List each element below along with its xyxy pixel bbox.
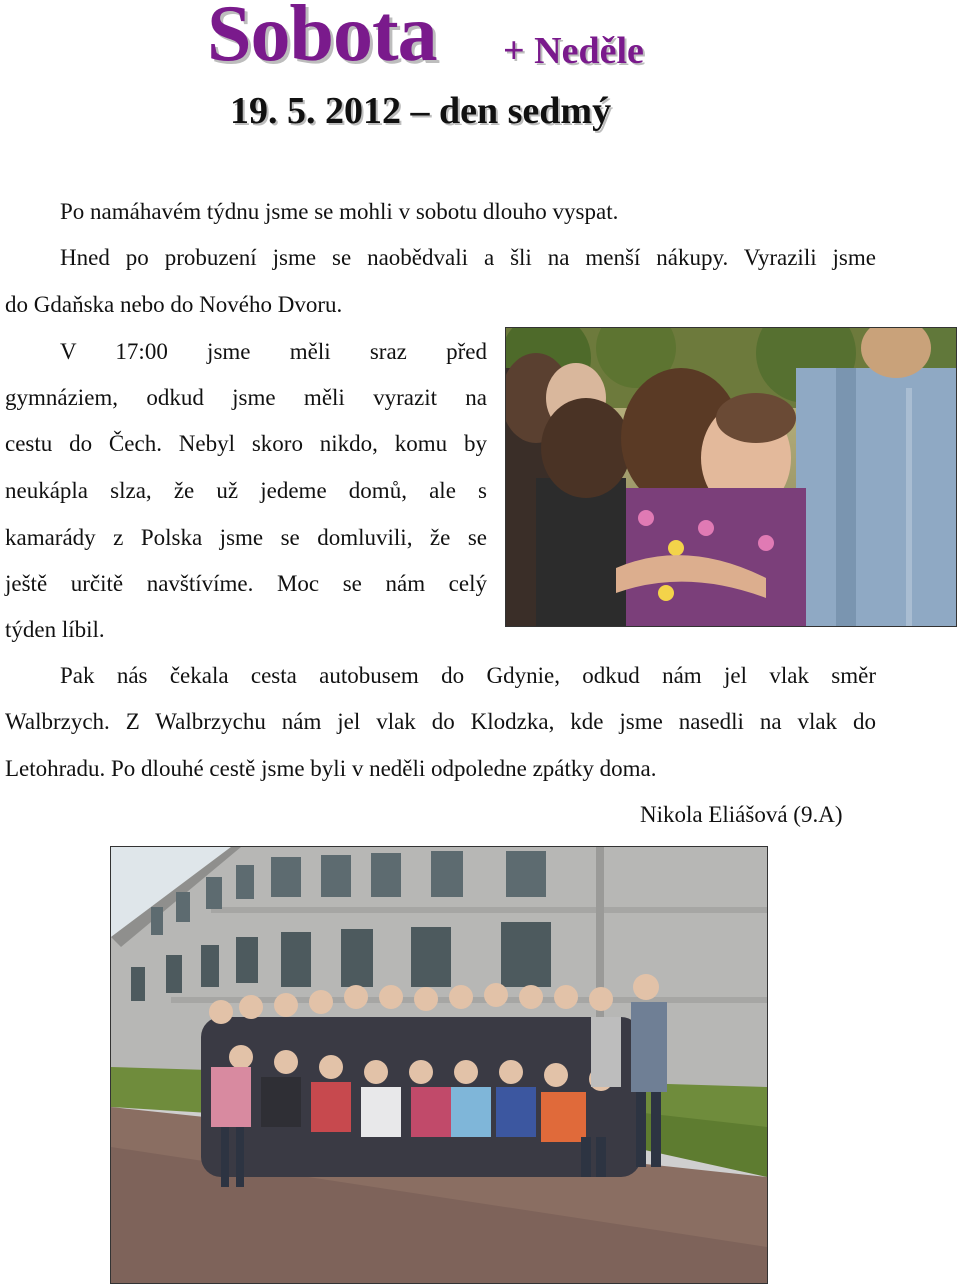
paragraph-line: V 17:00 jsme měli sraz před (60, 339, 487, 364)
hug-photo (505, 327, 957, 627)
paragraph-line: Hned po probuzení jsme se naobědvali a šli na menší nákupy. Vyrazili jsme (60, 245, 876, 270)
group-photo (110, 846, 768, 1284)
paragraph-line: cestu do Čech. Nebyl skoro nikdo, komu by (5, 431, 487, 456)
paragraph-line: Pak nás čekala cesta autobusem do Gdynie, odkud nám jel vlak směr (60, 663, 876, 688)
paragraph-line: do Gdaňska nebo do Nového Dvoru. (5, 292, 343, 317)
date-heading: 19. 5. 2012 – den sedmý (230, 90, 612, 132)
paragraph-line: Letohradu. Po dlouhé cestě jsme byli v neděli odpoledne zpátky doma. (5, 756, 657, 781)
author-signature: Nikola Eliášová (9.A) (640, 802, 843, 827)
paragraph-line: Walbrzych. Z Walbrzychu nám jel vlak do Klodzka, kde jsme nasedli na vlak do (5, 709, 876, 734)
page-subtitle: + Neděle (503, 30, 644, 72)
paragraph-line: ještě určitě navštívíme. Moc se nám celý (5, 571, 487, 596)
paragraph-line: týden líbil. (5, 617, 105, 642)
paragraph-line: Po namáhavém týdnu jsme se mohli v sobotu dlouho vyspat. (60, 199, 619, 224)
paragraph-line: kamarády z Polska jsme se domluvili, že se (5, 525, 487, 550)
paragraph-line: neukápla slza, že už jedeme domů, ale s (5, 478, 487, 503)
page-title: Sobota (207, 0, 437, 78)
paragraph-line: gymnáziem, odkud jsme měli vyrazit na (5, 385, 487, 410)
